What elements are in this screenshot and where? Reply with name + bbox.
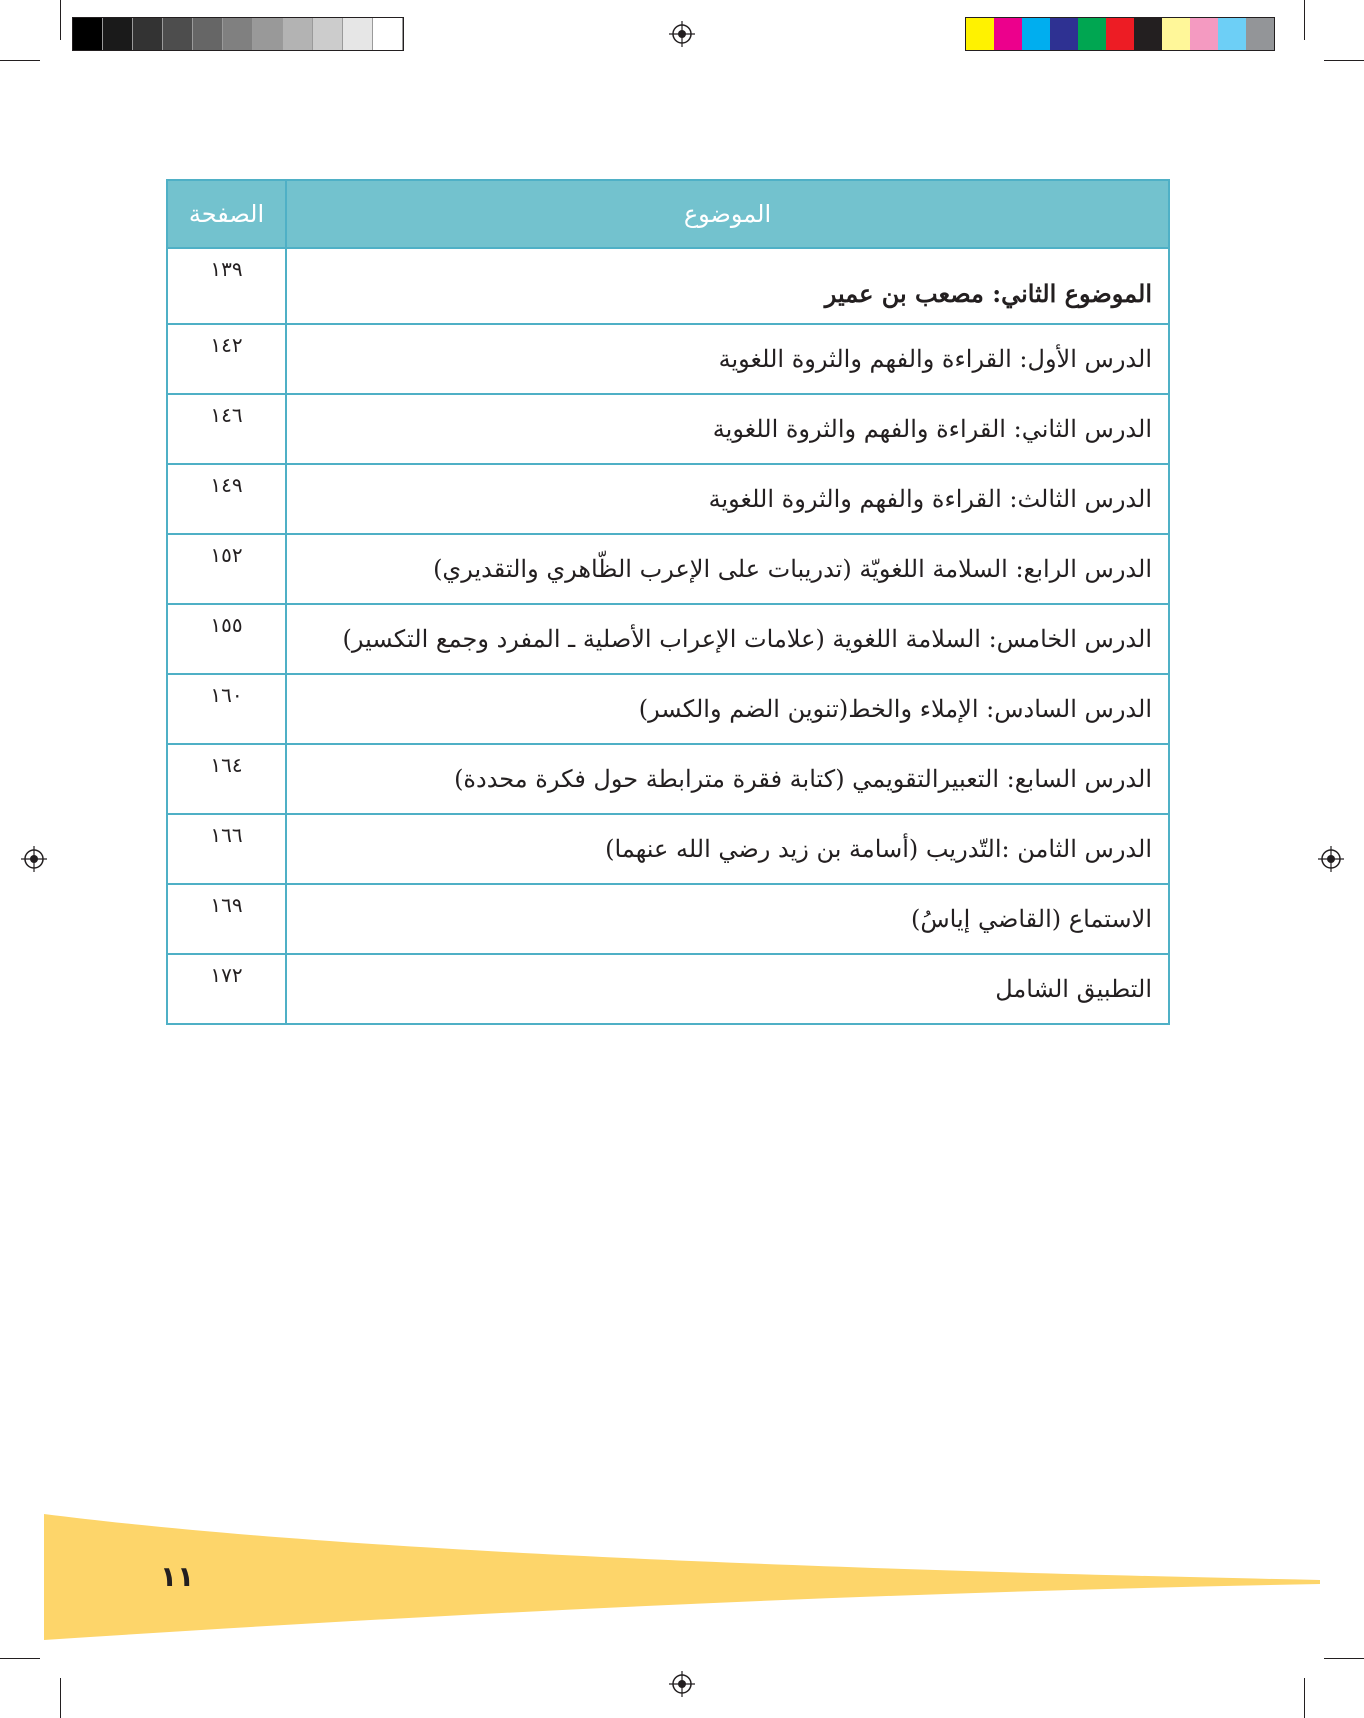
crop-mark — [0, 60, 40, 61]
table-row — [167, 394, 1169, 464]
topic-cell: الدرس الأول: القراءة والفهم والثروة اللغوية — [286, 324, 1169, 394]
table-body — [167, 248, 1169, 1024]
crop-mark — [60, 0, 61, 40]
table-row — [167, 744, 1169, 814]
page-cell: ١٦٦ — [167, 814, 286, 884]
topic-cell: الاستماع (القاضي إياسُ) — [286, 884, 1169, 954]
topic-cell: الدرس الثامن :التّدريب (أسامة بن زيد رضي الله عنهما) — [286, 814, 1169, 884]
crop-mark — [1324, 60, 1364, 61]
grayscale-calibration-bar — [72, 17, 404, 51]
table-row — [167, 884, 1169, 954]
page-cell: ١٤٢ — [167, 324, 286, 394]
page-cell: ١٤٦ — [167, 394, 286, 464]
crop-mark — [1304, 0, 1305, 40]
crop-mark — [1304, 1678, 1305, 1718]
registration-mark-icon — [669, 21, 695, 47]
page-cell: ١٦٤ — [167, 744, 286, 814]
crop-mark — [0, 1658, 40, 1659]
registration-mark-icon — [1318, 846, 1344, 872]
table-row — [167, 464, 1169, 534]
page-column-header: الصفحة — [167, 180, 286, 248]
page-cell: ١٣٩ — [167, 248, 286, 324]
page-cell: ١٦٠ — [167, 674, 286, 744]
topic-cell: الدرس الخامس: السلامة اللغوية (علامات الإعراب الأصلية ـ المفرد وجمع التكسير) — [286, 604, 1169, 674]
topic-cell: التطبيق الشامل — [286, 954, 1169, 1024]
page-cell: ١٥٥ — [167, 604, 286, 674]
table-row — [167, 248, 1169, 324]
page-cell: ١٥٢ — [167, 534, 286, 604]
topic-cell: الدرس السابع: التعبيرالتقويمي (كتابة فقرة مترابطة حول فكرة محددة) — [286, 744, 1169, 814]
table-row — [167, 604, 1169, 674]
topic-cell: الدرس السادس: الإملاء والخط(تنوين الضم والكسر) — [286, 674, 1169, 744]
table-of-contents — [166, 179, 1170, 1025]
topic-column-header: الموضوع — [286, 180, 1169, 248]
topic-cell: الدرس الرابع: السلامة اللغويّة (تدريبات على الإعرب الظّاهري والتقديري) — [286, 534, 1169, 604]
topic-cell: الدرس الثاني: القراءة والفهم والثروة اللغوية — [286, 394, 1169, 464]
page-number: ١١ — [160, 1560, 195, 1593]
registration-mark-icon — [669, 1671, 695, 1697]
table-row — [167, 324, 1169, 394]
topic-cell: الموضوع الثاني: مصعب بن عمير — [286, 248, 1169, 324]
page-cell: ١٤٩ — [167, 464, 286, 534]
topic-cell: الدرس الثالث: القراءة والفهم والثروة اللغوية — [286, 464, 1169, 534]
table-row — [167, 674, 1169, 744]
page-cell: ١٦٩ — [167, 884, 286, 954]
page-cell: ١٧٢ — [167, 954, 286, 1024]
table-header-row — [167, 180, 1169, 248]
crop-mark — [1324, 1658, 1364, 1659]
table-row — [167, 814, 1169, 884]
color-calibration-bar — [965, 17, 1275, 51]
footer-band — [0, 1500, 1364, 1640]
table-row — [167, 954, 1169, 1024]
crop-mark — [60, 1678, 61, 1718]
registration-mark-icon — [21, 846, 47, 872]
table-row — [167, 534, 1169, 604]
